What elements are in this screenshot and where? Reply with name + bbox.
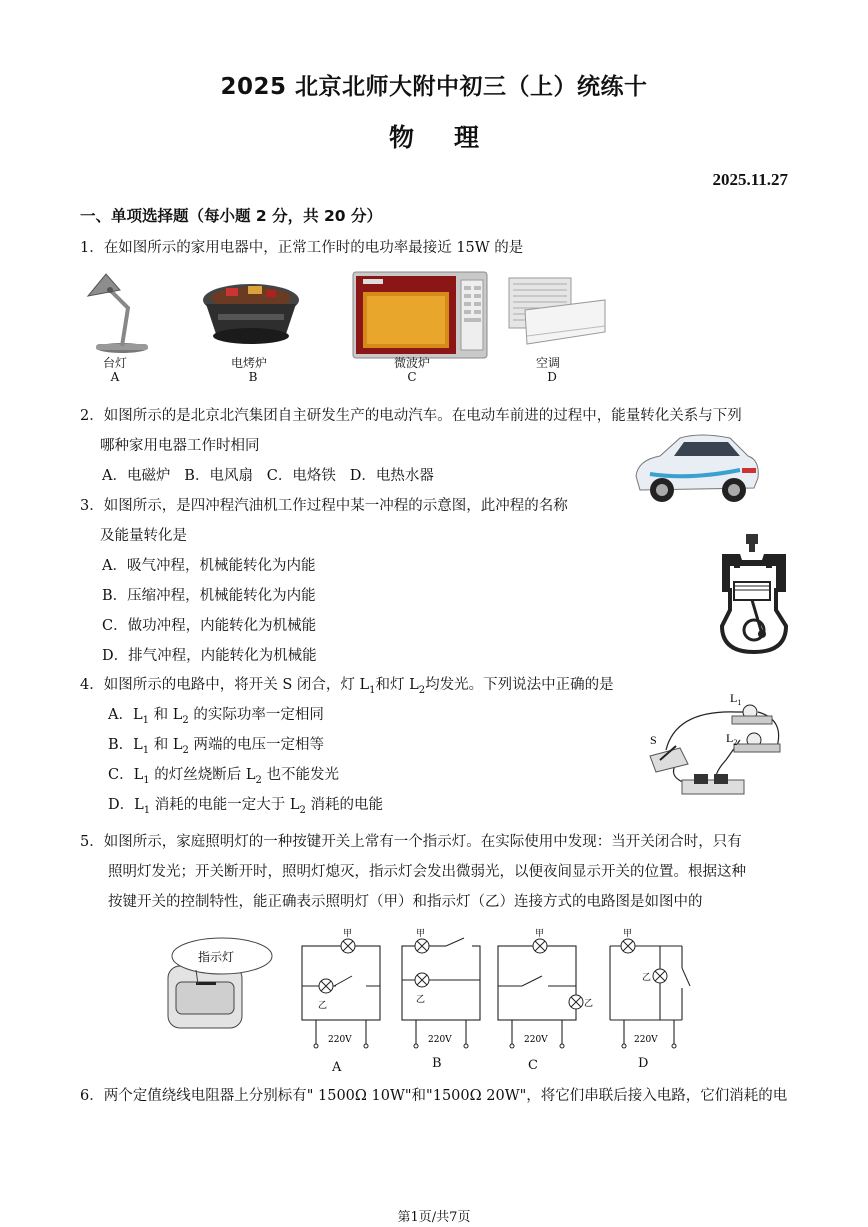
q3-line2: 及能量转化是: [100, 528, 187, 544]
q4-c-t1: C．L: [108, 767, 144, 783]
q2-line2: 哪种家用电器工作时相同: [100, 438, 260, 454]
q4-c-s2: 2: [255, 774, 262, 786]
circuit-d-jia: 甲: [623, 929, 633, 939]
circuit-c-jia: 甲: [535, 929, 545, 939]
q4-stem-part-a: 4．如图所示的电路中，将开关 S 闭合，灯 L: [80, 677, 370, 693]
q3-option-b: B．压缩冲程，机械能转化为内能: [102, 588, 316, 604]
engine-stroke-diagram: [716, 530, 792, 654]
circuit-a-jia: 甲: [343, 929, 353, 939]
q5-circuit-a: [296, 928, 386, 1058]
circuit-b-voltage: 220V: [428, 1035, 452, 1045]
q4-a-t3: 的实际功率一定相同: [188, 707, 324, 723]
circuit-b-letter: B: [432, 1056, 442, 1071]
desk-lamp-image: [82, 268, 152, 354]
q4-b-t2: 和 L: [149, 737, 183, 753]
exam-date: 2025.11.27: [712, 170, 788, 189]
q3-option-a: A．吸气冲程，机械能转化为内能: [102, 558, 316, 574]
q4-circuit-diagram: [636, 690, 794, 802]
q3-line1: 3．如图所示，是四冲程汽油机工作过程中某一冲程的示意图，此冲程的名称: [80, 498, 568, 514]
microwave-image: [353, 272, 487, 358]
q1-item-b-letter: B: [248, 370, 258, 384]
circuit-c-yi: 乙: [584, 999, 594, 1009]
q4-b-s1: 1: [142, 744, 150, 756]
q4-fig-l2-text: L: [726, 731, 734, 745]
q4-a-t1: A．L: [108, 707, 143, 723]
section-heading: 一、单项选择题（每小题 2 分，共 20 分）: [80, 207, 382, 225]
q5-circuit-b: [396, 928, 486, 1058]
q4-b-t3: 两端的电压一定相等: [188, 737, 325, 753]
indicator-label: 指示灯: [198, 950, 235, 964]
q1-item-c-letter: C: [407, 370, 417, 384]
q1-stem: 1．在如图所示的家用电器中，正常工作时的电功率最接近 15W 的是: [80, 240, 524, 256]
circuit-c-voltage: 220V: [524, 1035, 548, 1045]
q5-line1: 5．如图所示，家庭照明灯的一种按键开关上常有一个指示灯。在实际使用中发现：当开关闭合时，只有: [80, 834, 742, 850]
subject-title: 物理: [388, 123, 519, 152]
circuit-c-letter: C: [528, 1058, 538, 1073]
q1-item-d-name: 空调: [535, 356, 560, 370]
q5-line2: 照明灯发光；开关断开时，照明灯熄灭，指示灯会发出微弱光，以便夜间显示开关的位置。根据这种: [108, 864, 746, 880]
q4-fig-s-label: S: [650, 733, 657, 747]
q4-d-s1: 1: [143, 804, 151, 816]
q4-option-d: [108, 790, 383, 826]
q3-option-c: C．做功冲程，内能转化为机械能: [102, 618, 317, 634]
q4-d-s2: 2: [299, 804, 306, 816]
circuit-a-voltage: 220V: [328, 1035, 352, 1045]
page-number: 第1页/共7页: [397, 1210, 471, 1225]
q1-item-c-name: 微波炉: [393, 356, 430, 370]
q6-line1: 6．两个定值绕线电阻器上分别标有" 1500Ω 10W"和"1500Ω 20W"，将它们串联后接入电路，它们消耗的电: [80, 1088, 788, 1104]
q5-circuit-c: [492, 928, 592, 1058]
q5-circuit-d: [604, 928, 704, 1058]
q2-line1: 2．如图所示的是北京北汽集团自主研发生产的电动汽车。在电动车前进的过程中，能量转化关系与下列: [80, 408, 742, 424]
circuit-a-letter: A: [332, 1060, 342, 1075]
q4-d-t1: D．L: [108, 797, 144, 813]
q3-option-d: D．排气冲程，内能转化为机械能: [102, 648, 317, 664]
q4-stem-part-b: 和灯 L: [375, 677, 419, 693]
q4-stem: 4．如图所示的电路中，将开关 S 闭合，灯 $L_1$和灯 $L_2$均发光。下列说法中正确的是: [80, 677, 614, 696]
q4-b-t1: B．L: [108, 737, 143, 753]
q4-stem-part-c: 均发光。下列说法中正确的是: [425, 677, 614, 693]
q4-d-t2: 消耗的电能一定大于 L: [150, 797, 300, 813]
q4-a-t2: 和 L: [148, 707, 183, 723]
circuit-d-letter: D: [638, 1056, 649, 1071]
circuit-b-yi: 乙: [416, 995, 426, 1005]
q4-fig-l1-text: L: [730, 691, 738, 705]
q2-options: A．电磁炉 B．电风扇 C．电烙铁 D．电热水器: [102, 468, 434, 484]
circuit-b-jia: 甲: [416, 929, 426, 939]
circuit-d-yi: 乙: [642, 973, 652, 983]
q4-a-s1: 1: [142, 714, 149, 726]
q4-fig-l1-label: $L_1$: [730, 691, 742, 707]
q4-c-t2: 的灯丝烧断后 L: [149, 767, 256, 783]
q1-item-a-letter: A: [110, 370, 120, 384]
q4-d-t3: 消耗的电能: [305, 797, 383, 813]
q4-a-s2: 2: [182, 714, 189, 726]
q1-item-b-name: 电烤炉: [230, 356, 267, 370]
circuit-a-yi: 乙: [318, 1001, 328, 1011]
q1-item-d-letter: D: [547, 370, 557, 384]
air-conditioner-image: [505, 276, 609, 354]
switch-indicator-illustration: [166, 934, 276, 1034]
electric-car-image: [630, 430, 762, 506]
q1-item-a-name: 台灯: [102, 356, 127, 370]
circuit-d-voltage: 220V: [634, 1035, 658, 1045]
q5-line3: 按键开关的控制特性，能正确表示照明灯（甲）和指示灯（乙）连接方式的电路图是如图中的: [108, 894, 703, 910]
q4-c-s1: 1: [143, 774, 150, 786]
electric-grill-image: [196, 270, 306, 352]
page-title: 2025 北京北师大附中初三（上）统练十: [220, 74, 648, 100]
q4-b-s2: 2: [182, 744, 189, 756]
q4-c-t3: 也不能发光: [261, 767, 339, 783]
q4-fig-l2-label: $L_2$: [726, 731, 738, 747]
